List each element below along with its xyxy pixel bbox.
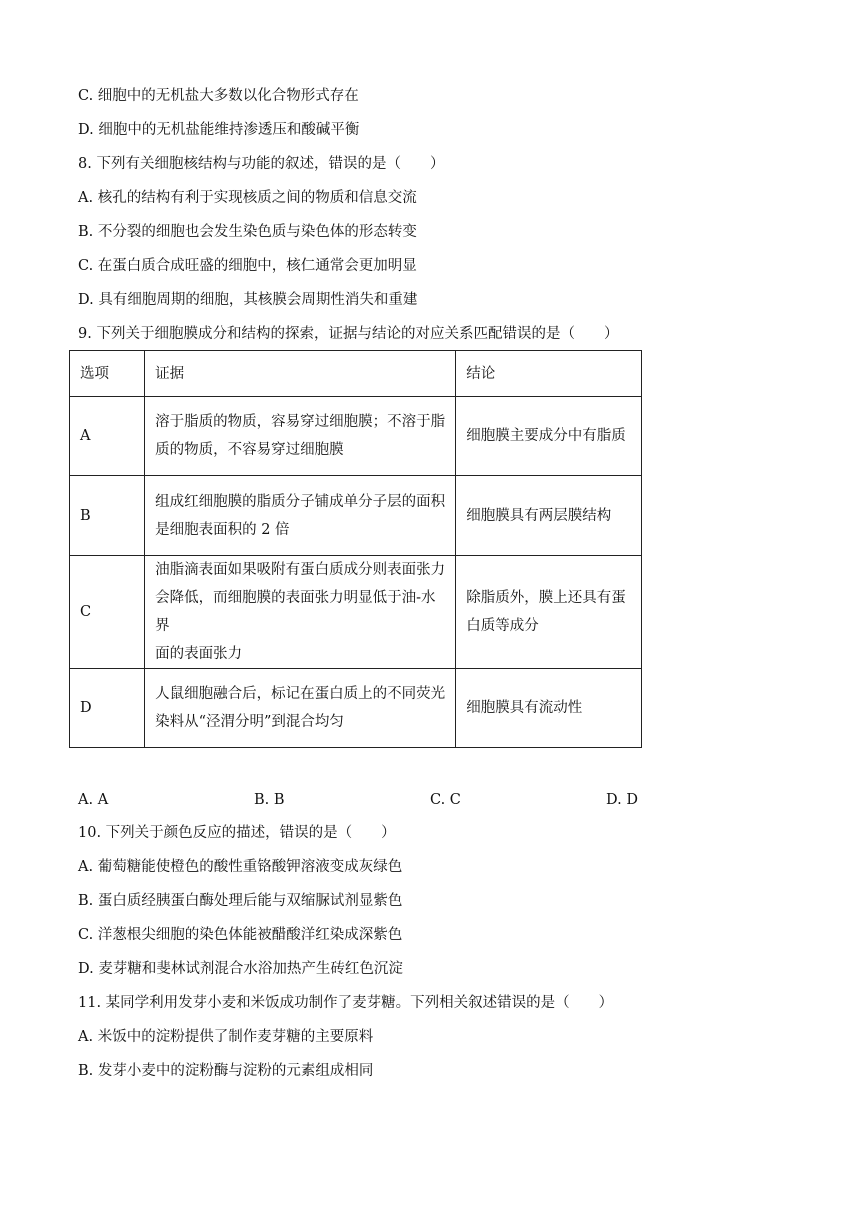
header-evidence: 证据 bbox=[145, 351, 456, 397]
table-row bbox=[70, 476, 642, 556]
evidence-line: 会降低，而细胞膜的表面张力明显低于油-水界 bbox=[155, 590, 436, 634]
conclusion-line: 除脂质外，膜上还具有蛋 bbox=[466, 590, 626, 606]
table-header-row bbox=[70, 351, 642, 397]
question-8-option-b: B. 不分裂的细胞也会发生染色质与染色体的形态转变 bbox=[78, 224, 417, 240]
choice-b: B. B bbox=[254, 792, 285, 808]
choice-d: D. D bbox=[606, 792, 638, 808]
question-10-option-b: B. 蛋白质经胰蛋白酶处理后能与双缩脲试剂显紫色 bbox=[78, 893, 403, 909]
row-option: A bbox=[70, 397, 145, 476]
table-row bbox=[70, 397, 642, 476]
conclusion-line: 白质等成分 bbox=[466, 618, 539, 634]
table-row bbox=[70, 669, 642, 748]
question-11-option-b: B. 发芽小麦中的淀粉酶与淀粉的元素组成相同 bbox=[78, 1063, 374, 1079]
conclusion-line: 细胞膜具有两层膜结构 bbox=[466, 507, 612, 524]
row-evidence bbox=[145, 556, 456, 669]
evidence-line: 染料从“泾渭分明”到混合均匀 bbox=[155, 714, 344, 730]
question-10-option-d: D. 麦芽糖和斐林试剂混合水浴加热产生砖红色沉淀 bbox=[78, 961, 403, 977]
evidence-line: 溶于脂质的物质，容易穿过细胞膜；不溶于脂 bbox=[155, 414, 446, 430]
header-option: 选项 bbox=[70, 351, 145, 397]
row-evidence bbox=[145, 476, 456, 556]
question-8-stem: 8. 下列有关细胞核结构与功能的叙述，错误的是（ ） bbox=[78, 156, 445, 172]
option-line-d: D. 细胞中的无机盐能维持渗透压和酸碱平衡 bbox=[78, 122, 360, 138]
question-11-stem: 11. 某同学利用发芽小麦和米饭成功制作了麦芽糖。下列相关叙述错误的是（ ） bbox=[78, 995, 614, 1011]
row-conclusion bbox=[456, 476, 642, 556]
question-10-stem: 10. 下列关于颜色反应的描述，错误的是（ ） bbox=[78, 825, 396, 841]
question-9-stem: 9. 下列关于细胞膜成分和结构的探索，证据与结论的对应关系匹配错误的是（ ） bbox=[78, 326, 619, 342]
evidence-line: 人鼠细胞融合后，标记在蛋白质上的不同荧光 bbox=[155, 686, 446, 702]
row-option: D bbox=[70, 669, 145, 748]
evidence-line: 组成红细胞膜的脂质分子铺成单分子层的面积 bbox=[155, 493, 446, 510]
row-evidence bbox=[145, 397, 456, 476]
choice-c: C. C bbox=[430, 792, 461, 808]
question-8-option-c: C. 在蛋白质合成旺盛的细胞中，核仁通常会更加明显 bbox=[78, 258, 417, 274]
conclusion-line: 细胞膜具有流动性 bbox=[466, 700, 583, 716]
question-10-option-c: C. 洋葱根尖细胞的染色体能被醋酸洋红染成深紫色 bbox=[78, 927, 403, 943]
evidence-line: 是细胞表面积的 2 倍 bbox=[155, 521, 290, 538]
choice-a: A. A bbox=[78, 792, 109, 808]
option-line-c: C. 细胞中的无机盐大多数以化合物形式存在 bbox=[78, 88, 359, 104]
evidence-line: 油脂滴表面如果吸附有蛋白质成分则表面张力 bbox=[155, 562, 446, 578]
evidence-conclusion-table bbox=[69, 350, 642, 748]
row-option: C bbox=[70, 556, 145, 669]
row-conclusion bbox=[456, 397, 642, 476]
header-conclusion: 结论 bbox=[456, 351, 642, 397]
question-11-option-a: A. 米饭中的淀粉提供了制作麦芽糖的主要原料 bbox=[78, 1029, 374, 1045]
question-10-option-a: A. 葡萄糖能使橙色的酸性重铬酸钾溶液变成灰绿色 bbox=[78, 859, 403, 875]
question-8-option-d: D. 具有细胞周期的细胞，其核膜会周期性消失和重建 bbox=[78, 292, 418, 308]
row-conclusion bbox=[456, 669, 642, 748]
row-option: B bbox=[70, 476, 145, 556]
row-evidence bbox=[145, 669, 456, 748]
evidence-line: 质的物质，不容易穿过细胞膜 bbox=[155, 442, 344, 458]
row-conclusion bbox=[456, 556, 642, 669]
conclusion-line: 细胞膜主要成分中有脂质 bbox=[466, 428, 626, 444]
evidence-line: 面的表面张力 bbox=[155, 646, 243, 662]
question-8-option-a: A. 核孔的结构有利于实现核质之间的物质和信息交流 bbox=[78, 190, 417, 206]
table-row bbox=[70, 556, 642, 669]
